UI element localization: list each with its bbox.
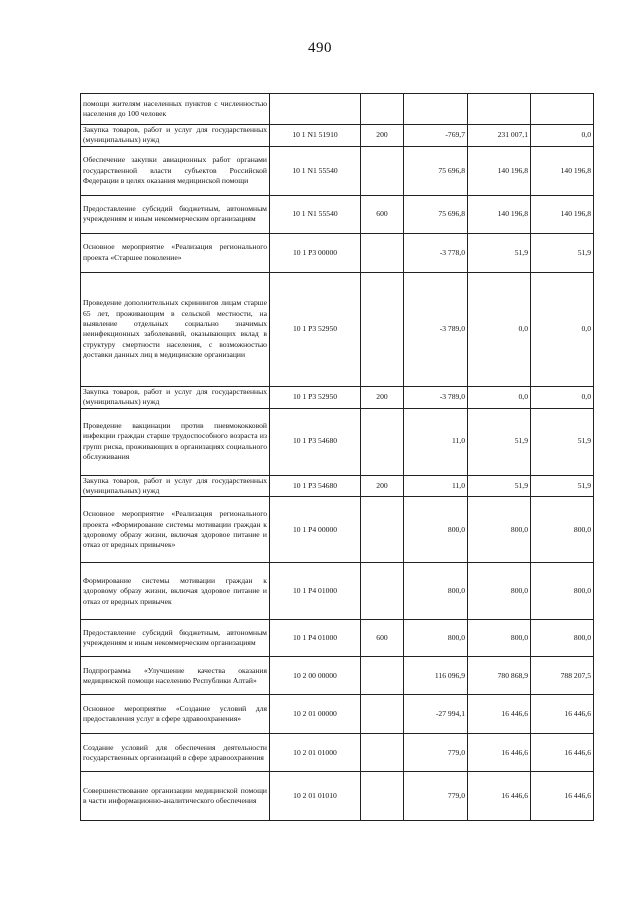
amount-cell-1: -3 789,0 (404, 272, 468, 386)
amount-cell-2: 16 446,6 (468, 734, 531, 772)
target-article-code-cell: 10 1 P4 01000 (270, 563, 361, 620)
amount-cell-2: 800,0 (468, 497, 531, 563)
target-article-code-cell: 10 1 P4 00000 (270, 497, 361, 563)
amount-cell-3: 0,0 (531, 386, 594, 408)
amount-cell-3: 51,9 (531, 475, 594, 497)
table-row (81, 563, 594, 620)
amount-cell-3: 51,9 (531, 408, 594, 475)
amount-cell-2: 16 446,6 (468, 695, 531, 734)
expense-type-code-cell (361, 563, 404, 620)
table-row (81, 272, 594, 386)
amount-cell-1: 779,0 (404, 772, 468, 821)
amount-cell-3: 788 207,5 (531, 657, 594, 695)
expense-name-cell: Закупка товаров, работ и услуг для государственных (муниципальных) нужд (81, 125, 270, 147)
expense-name-cell: Закупка товаров, работ и услуг для государственных (муниципальных) нужд (81, 475, 270, 497)
amount-cell-1: 779,0 (404, 734, 468, 772)
table-row (81, 233, 594, 272)
amount-cell-2: 51,9 (468, 408, 531, 475)
amount-cell-1: 800,0 (404, 497, 468, 563)
expense-type-code-cell (361, 408, 404, 475)
expense-name-cell: Основное мероприятие «Реализация регионального проекта «Формирование системы мотивации граждан к здоровому образу жизни, включая здоровое питание и отказ от вредных привычек» (81, 497, 270, 563)
amount-cell-2: 140 196,8 (468, 195, 531, 233)
expense-type-code-cell (361, 657, 404, 695)
target-article-code-cell: 10 2 01 01000 (270, 734, 361, 772)
amount-cell-3: 0,0 (531, 125, 594, 147)
expense-type-code-cell: 200 (361, 475, 404, 497)
amount-cell-1: -3 778,0 (404, 233, 468, 272)
amount-cell-1: 116 096,9 (404, 657, 468, 695)
amount-cell-3 (531, 94, 594, 125)
expense-type-code-cell (361, 497, 404, 563)
amount-cell-3: 16 446,6 (531, 695, 594, 734)
target-article-code-cell (270, 94, 361, 125)
amount-cell-2: 140 196,8 (468, 146, 531, 195)
target-article-code-cell: 10 1 P3 00000 (270, 233, 361, 272)
amount-cell-2: 0,0 (468, 272, 531, 386)
target-article-code-cell: 10 2 01 01010 (270, 772, 361, 821)
expense-name-cell: Проведение дополнительных скринингов лицам старше 65 лет, проживающим в сельской местности, на выявление отдельных социально значимых неинфекционных заболеваний, оказывающих вклад в структуру смертности населения, с возможностью доставки данных лиц в медицинские организации (81, 272, 270, 386)
expense-type-code-cell: 200 (361, 386, 404, 408)
expense-name-cell: Основное мероприятие «Реализация регионального проекта «Старшее поколение» (81, 233, 270, 272)
expense-type-code-cell (361, 94, 404, 125)
amount-cell-3: 51,9 (531, 233, 594, 272)
expense-name-cell: Создание условий для обеспечения деятельности государственных организаций в сфере здравоохранения (81, 734, 270, 772)
table-row (81, 125, 594, 147)
target-article-code-cell: 10 2 01 00000 (270, 695, 361, 734)
amount-cell-1: 11,0 (404, 475, 468, 497)
expense-name-cell: Основное мероприятие «Создание условий для предоставления услуг в сфере здравоохранения» (81, 695, 270, 734)
amount-cell-1: 11,0 (404, 408, 468, 475)
table-row (81, 657, 594, 695)
expense-type-code-cell: 600 (361, 195, 404, 233)
amount-cell-3: 140 196,8 (531, 195, 594, 233)
table-row (81, 772, 594, 821)
table-row (81, 146, 594, 195)
expense-name-cell: помощи жителям населенных пунктов с численностью населения до 100 человек (81, 94, 270, 125)
expense-name-cell: Предоставление субсидий бюджетным, автономным учреждениям и иным некоммерческим организациям (81, 620, 270, 657)
expense-type-code-cell (361, 233, 404, 272)
table-row (81, 734, 594, 772)
expense-name-cell: Предоставление субсидий бюджетным, автономным учреждениям и иным некоммерческим организациям (81, 195, 270, 233)
target-article-code-cell: 10 1 N1 51910 (270, 125, 361, 147)
amount-cell-3: 0,0 (531, 272, 594, 386)
amount-cell-1: -27 994,1 (404, 695, 468, 734)
table-row (81, 195, 594, 233)
amount-cell-1: 800,0 (404, 620, 468, 657)
amount-cell-2: 800,0 (468, 563, 531, 620)
table-row (81, 94, 594, 125)
amount-cell-1 (404, 94, 468, 125)
page-number: 490 (308, 40, 332, 56)
expense-type-code-cell (361, 272, 404, 386)
table-row (81, 497, 594, 563)
expense-name-cell: Формирование системы мотивации граждан к здоровому образу жизни, включая здоровое питание и отказ от вредных привычек (81, 563, 270, 620)
expense-name-cell: Подпрограмма «Улучшение качества оказания медицинской помощи населению Республики Алтай» (81, 657, 270, 695)
table-row (81, 695, 594, 734)
expense-name-cell: Проведение вакцинации против пневмококковой инфекции граждан старше трудоспособного возраста из групп риска, проживающих в организациях социального обслуживания (81, 408, 270, 475)
amount-cell-3: 16 446,6 (531, 734, 594, 772)
target-article-code-cell: 10 1 N1 55540 (270, 146, 361, 195)
expense-type-code-cell: 600 (361, 620, 404, 657)
amount-cell-2: 51,9 (468, 475, 531, 497)
table-row (81, 408, 594, 475)
expense-type-code-cell (361, 772, 404, 821)
expense-type-code-cell (361, 146, 404, 195)
expense-type-code-cell (361, 734, 404, 772)
target-article-code-cell: 10 1 P4 01000 (270, 620, 361, 657)
expense-name-cell: Совершенствование организации медицинской помощи в части информационно-аналитического обеспечения (81, 772, 270, 821)
amount-cell-1: 75 696,8 (404, 146, 468, 195)
table-row (81, 475, 594, 497)
target-article-code-cell: 10 1 N1 55540 (270, 195, 361, 233)
amount-cell-1: 75 696,8 (404, 195, 468, 233)
amount-cell-1: -769,7 (404, 125, 468, 147)
amount-cell-3: 800,0 (531, 620, 594, 657)
amount-cell-3: 800,0 (531, 563, 594, 620)
expense-name-cell: Закупка товаров, работ и услуг для государственных (муниципальных) нужд (81, 386, 270, 408)
amount-cell-2: 0,0 (468, 386, 531, 408)
target-article-code-cell: 10 1 P3 54680 (270, 408, 361, 475)
target-article-code-cell: 10 1 P3 52950 (270, 386, 361, 408)
target-article-code-cell: 10 1 P3 54680 (270, 475, 361, 497)
amount-cell-3: 16 446,6 (531, 772, 594, 821)
table-row (81, 620, 594, 657)
amount-cell-2: 800,0 (468, 620, 531, 657)
amount-cell-3: 140 196,8 (531, 146, 594, 195)
expense-type-code-cell: 200 (361, 125, 404, 147)
amount-cell-3: 800,0 (531, 497, 594, 563)
table-row (81, 386, 594, 408)
amount-cell-2 (468, 94, 531, 125)
amount-cell-1: -3 789,0 (404, 386, 468, 408)
amount-cell-1: 800,0 (404, 563, 468, 620)
amount-cell-2: 231 007,1 (468, 125, 531, 147)
expense-name-cell: Обеспечение закупки авиационных работ органами государственной власти субъектов Российской Федерации в целях оказания медицинской помощи (81, 146, 270, 195)
amount-cell-2: 16 446,6 (468, 772, 531, 821)
budget-table (80, 93, 594, 821)
target-article-code-cell: 10 2 00 00000 (270, 657, 361, 695)
amount-cell-2: 51,9 (468, 233, 531, 272)
expense-type-code-cell (361, 695, 404, 734)
amount-cell-2: 780 868,9 (468, 657, 531, 695)
target-article-code-cell: 10 1 P3 52950 (270, 272, 361, 386)
budget-table-body (81, 94, 594, 821)
